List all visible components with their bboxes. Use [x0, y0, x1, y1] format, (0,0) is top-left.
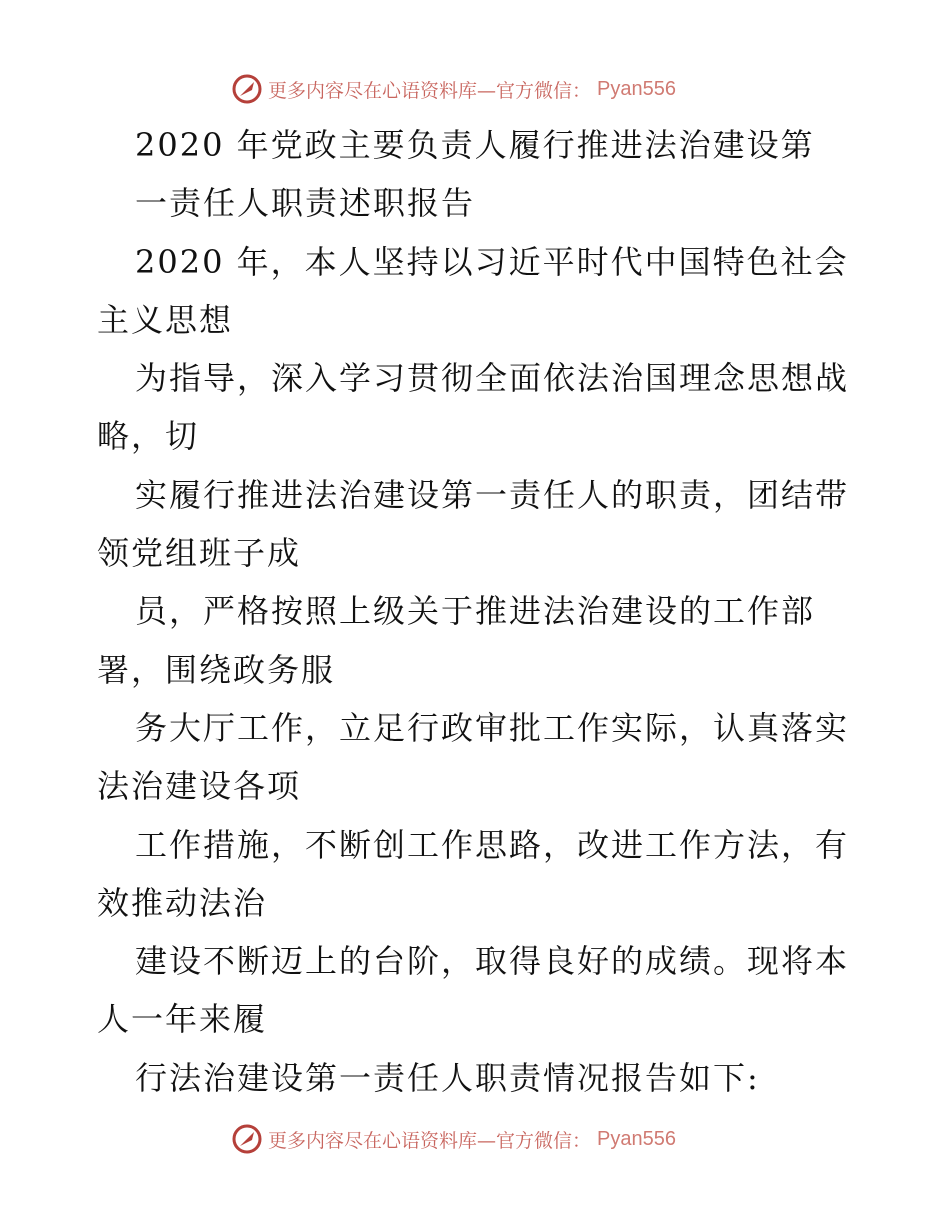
body-line: 领党组班子成 — [97, 534, 302, 573]
body-line: 行法治建设第一责任人职责情况报告如下: — [135, 1058, 760, 1097]
quill-logo-icon — [232, 1124, 262, 1154]
body-line: 员，严格按照上级关于推进法治建设的工作部 — [135, 592, 816, 631]
body-line: 务大厅工作，立足行政审批工作实际，认真落实 — [135, 708, 850, 747]
body-line: 实履行推进法治建设第一责任人的职责，团结带 — [135, 475, 850, 514]
quill-logo-icon — [232, 74, 262, 104]
body-line: 主义思想 — [97, 300, 234, 339]
body-line: 法治建设各项 — [97, 767, 302, 806]
title-line: 2020 年党政主要负责人履行推进法治建设第 — [135, 126, 815, 164]
body-line: 建设不断迈上的台阶，取得良好的成绩。现将本 — [135, 942, 850, 981]
body-line: 人一年来履 — [97, 1000, 268, 1039]
watermark-id: Pyan556 — [597, 77, 676, 100]
watermark-text: 更多内容尽在心语资料库—官方微信： — [268, 79, 592, 102]
watermark-id: Pyan556 — [597, 1127, 676, 1150]
title-line: 一责任人职责述职报告 — [135, 184, 476, 223]
footer-watermark — [232, 1124, 676, 1154]
body-line: 效推动法治 — [97, 883, 268, 922]
header-watermark — [232, 74, 676, 104]
body-line: 工作措施，不断创工作思路，改进工作方法，有 — [135, 825, 850, 864]
body-line: 2020 年，本人坚持以习近平时代中国特色社会 — [135, 242, 849, 281]
body-line: 略，切 — [97, 417, 200, 456]
body-line: 署，围绕政务服 — [97, 650, 336, 689]
watermark-text: 更多内容尽在心语资料库—官方微信： — [268, 1129, 592, 1152]
body-line: 为指导，深入学习贯彻全面依法治国理念思想战 — [135, 359, 850, 398]
document-body — [97, 116, 877, 1107]
